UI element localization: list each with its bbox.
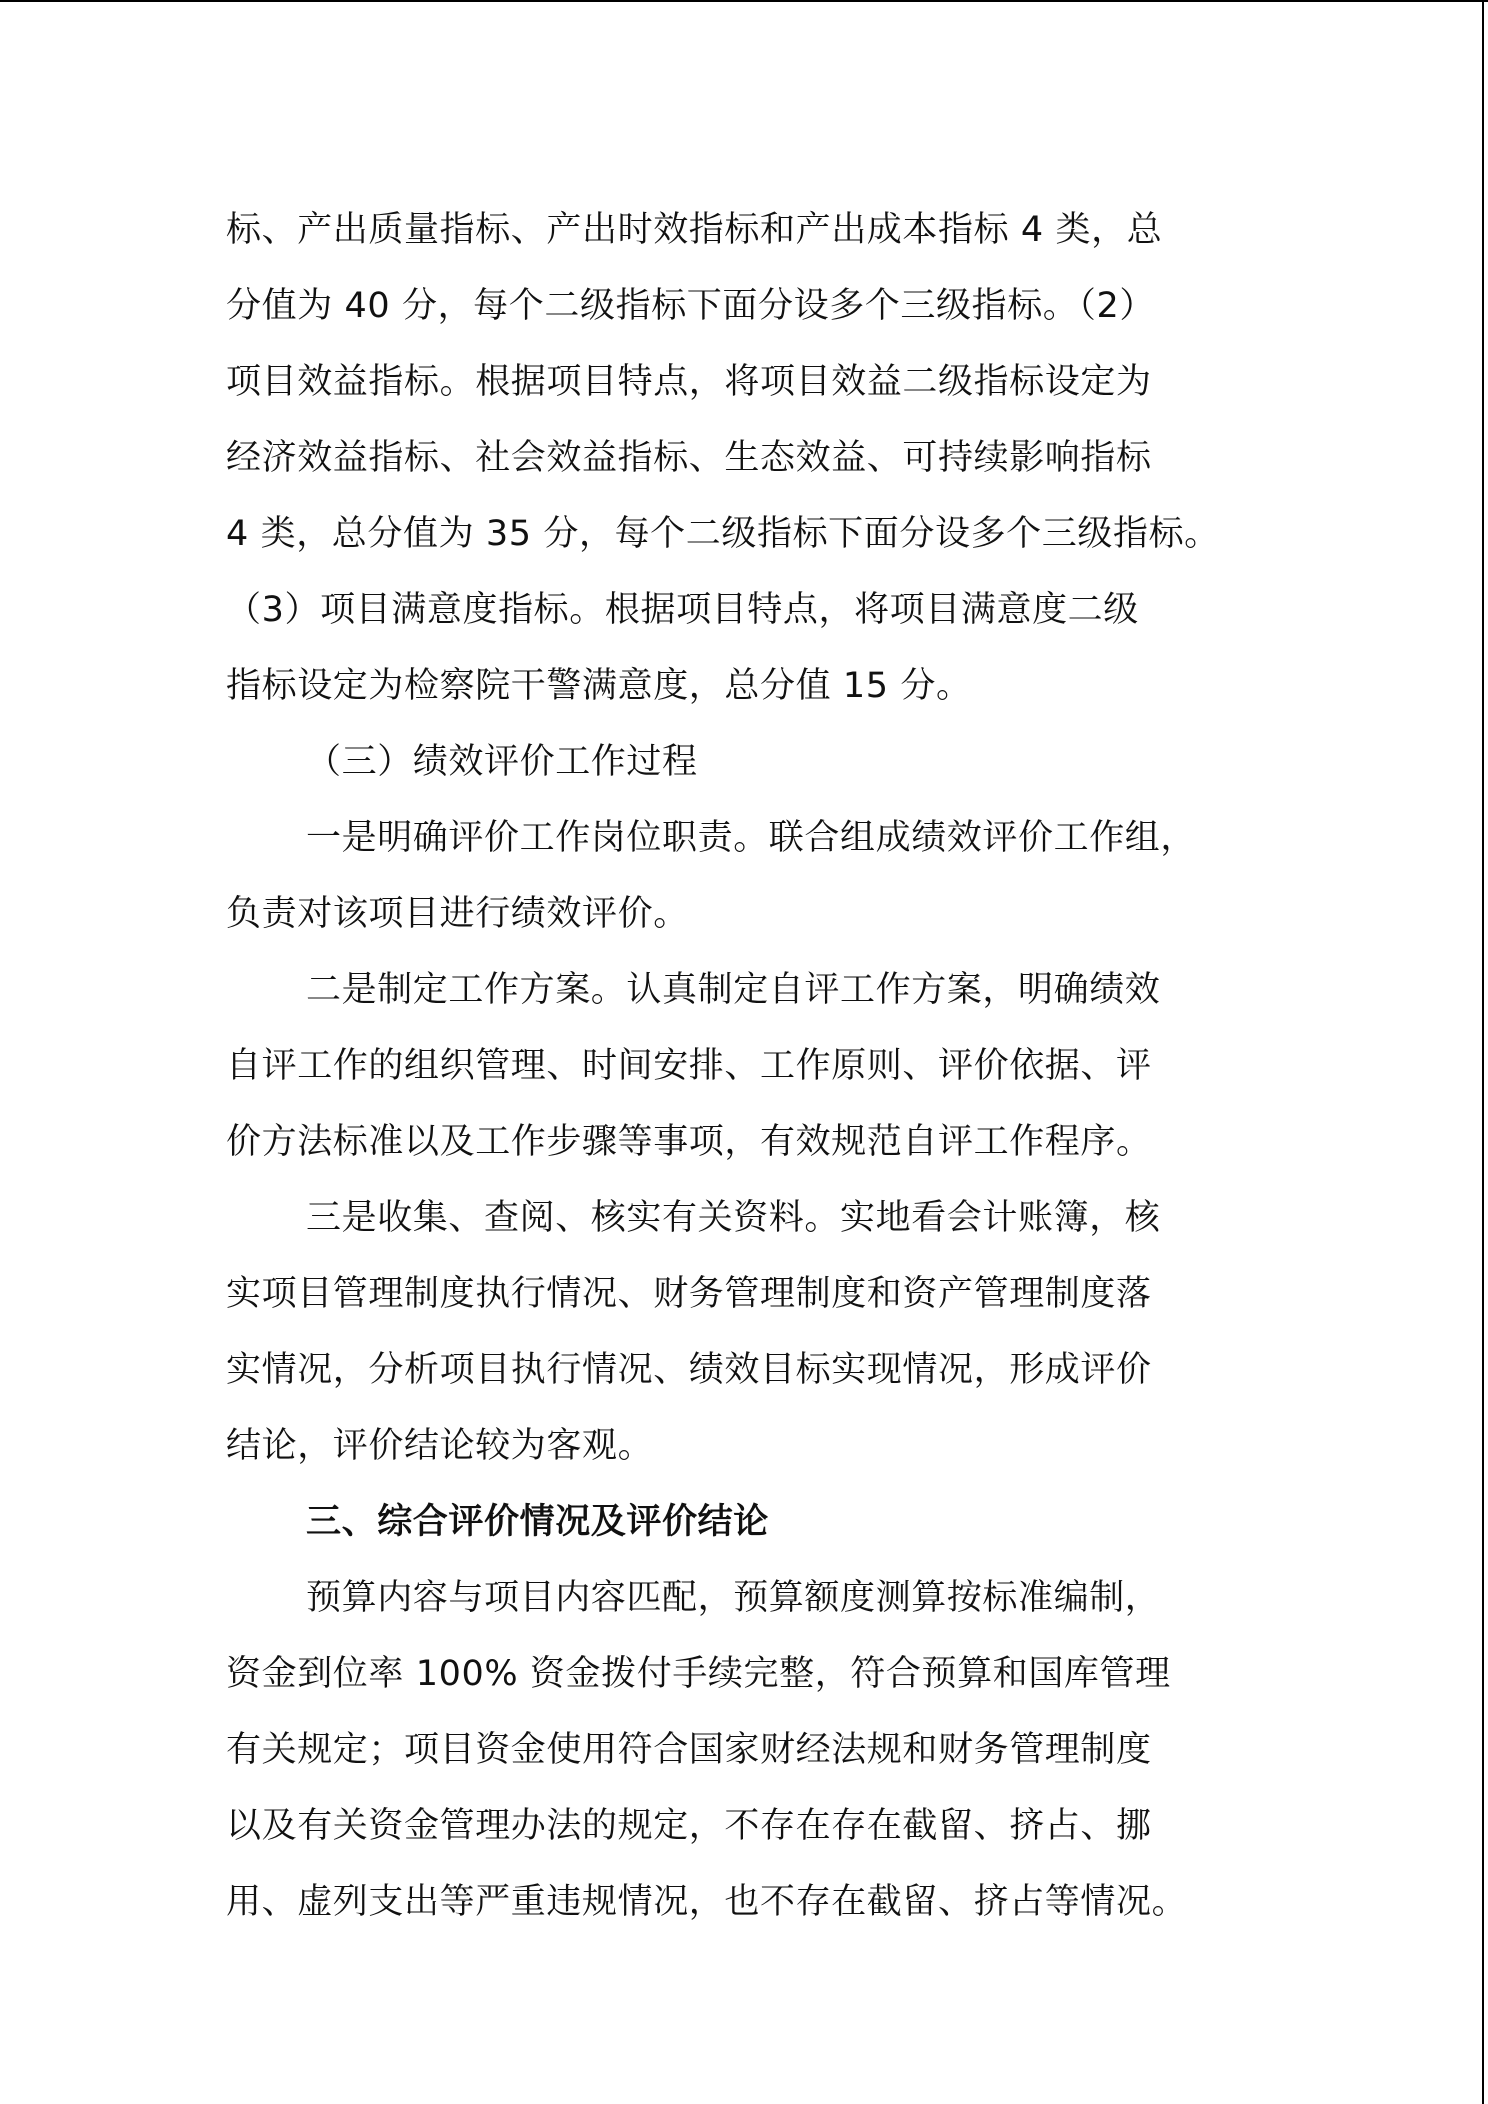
text-line: 负责对该项目进行绩效评价。 (226, 894, 689, 934)
text-line: 一是明确评价工作岗位职责。联合组成绩效评价工作组， (306, 818, 1197, 858)
text-line: 有关规定；项目资金使用符合国家财经法规和财务管理制度 (226, 1730, 1152, 1770)
page-border-right (1482, 0, 1484, 2104)
text-line: 结论，评价结论较为客观。 (226, 1426, 654, 1466)
text-line: 实情况，分析项目执行情况、绩效目标实现情况，形成评价 (226, 1350, 1152, 1390)
text-line: 价方法标准以及工作步骤等事项，有效规范自评工作程序。 (226, 1122, 1152, 1162)
text-line: 标、产出质量指标、产出时效指标和产出成本指标 4 类，总 (226, 210, 1163, 250)
text-line: 二是制定工作方案。认真制定自评工作方案，明确绩效 (306, 970, 1161, 1010)
text-line: 4 类，总分值为 35 分，每个二级指标下面分设多个三级指标。 (226, 514, 1220, 554)
text-line: 资金到位率 100% 资金拨付手续完整，符合预算和国库管理 (226, 1654, 1171, 1694)
text-line: 以及有关资金管理办法的规定，不存在存在截留、挤占、挪 (226, 1806, 1152, 1846)
text-line: 指标设定为检察院干警满意度，总分值 15 分。 (226, 666, 972, 706)
text-line: 三是收集、查阅、核实有关资料。实地看会计账簿，核 (306, 1198, 1161, 1238)
text-line: 经济效益指标、社会效益指标、生态效益、可持续影响指标 (226, 438, 1152, 478)
section-heading: （三）绩效评价工作过程 (306, 742, 698, 782)
text-line: 用、虚列支出等严重违规情况，也不存在截留、挤占等情况。 (226, 1882, 1188, 1922)
section-heading: 三、综合评价情况及评价结论 (306, 1502, 769, 1542)
text-line: 实项目管理制度执行情况、财务管理制度和资产管理制度落 (226, 1274, 1152, 1314)
text-line: 预算内容与项目内容匹配，预算额度测算按标准编制， (306, 1578, 1161, 1618)
text-line: （3）项目满意度指标。根据项目特点，将项目满意度二级 (226, 590, 1139, 630)
text-line: 分值为 40 分，每个二级指标下面分设多个三级指标。（2） (226, 286, 1155, 326)
text-line: 项目效益指标。根据项目特点，将项目效益二级指标设定为 (226, 362, 1152, 402)
text-line: 自评工作的组织管理、时间安排、工作原则、评价依据、评 (226, 1046, 1152, 1086)
page-border-top (0, 0, 1488, 2)
